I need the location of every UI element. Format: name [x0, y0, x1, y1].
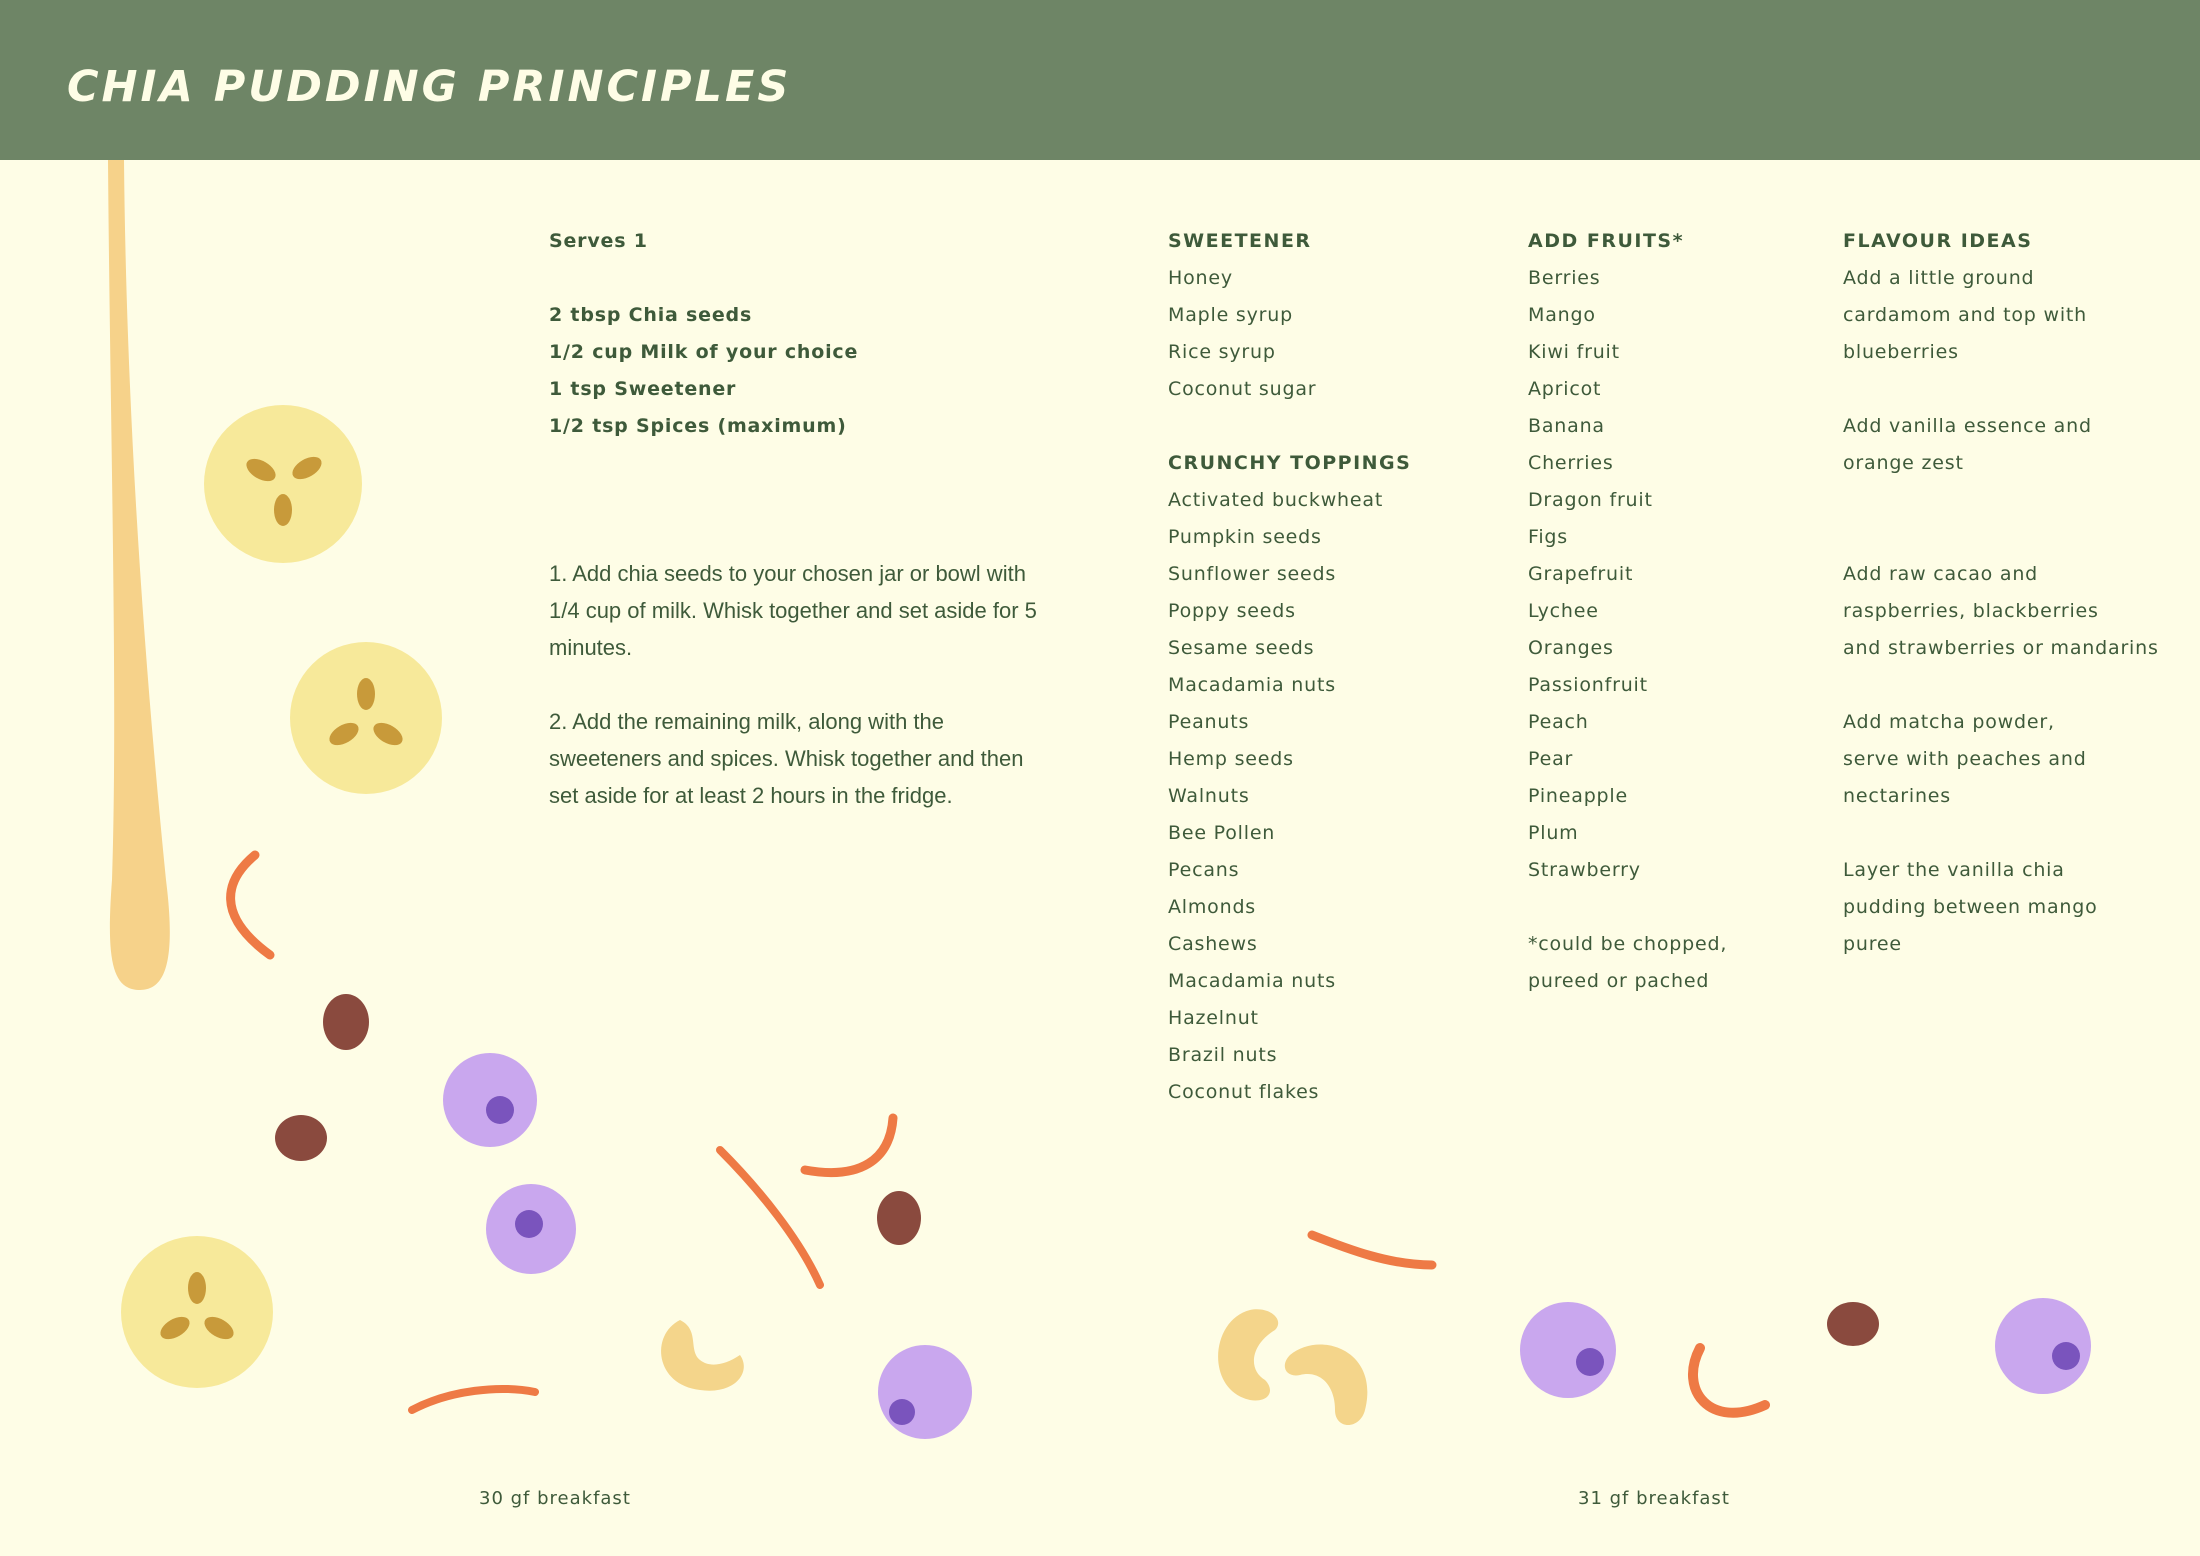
topping-item: Hazelnut: [1168, 1007, 1259, 1029]
topping-item: Sesame seeds: [1168, 637, 1315, 659]
ingredient-item: 1/2 tsp Spices (maximum): [549, 415, 847, 437]
fruits-note: [1528, 926, 1727, 1000]
orange-peel: [231, 855, 270, 955]
flavour-ideas-column: [1843, 223, 2159, 963]
topping-item: Hemp seeds: [1168, 748, 1294, 770]
fruit-item: Cherries: [1528, 452, 1614, 474]
blueberry: [1520, 1302, 1616, 1398]
topping-item: Cashews: [1168, 933, 1258, 955]
nut: [275, 1115, 327, 1161]
fruits-list: [1528, 260, 1727, 889]
fruit-item: Apricot: [1528, 378, 1602, 400]
method-step: 1. Add chia seeds to your chosen jar or bowl with 1/4 cup of milk. Whisk together and set aside for 5 minutes.: [549, 561, 1037, 660]
sweetener-item: Coconut sugar: [1168, 378, 1317, 400]
sweetener-item: Maple syrup: [1168, 304, 1293, 326]
ingredient-item: 1/2 cup Milk of your choice: [549, 341, 859, 363]
flavour-idea-line: cardamom and top with: [1843, 304, 2088, 326]
sweetener-list: [1168, 260, 1411, 408]
fruit-item: Plum: [1528, 822, 1579, 844]
fruit-item: Berries: [1528, 267, 1601, 289]
fruits-note-line: pureed or pached: [1528, 970, 1710, 992]
flavour-idea: [1843, 704, 2159, 815]
topping-item: Bee Pollen: [1168, 822, 1276, 844]
flavour-idea: [1843, 408, 2159, 482]
banana-slice: [204, 405, 362, 563]
flavour-idea-line: puree: [1843, 933, 1902, 955]
footer-left: 30 gf breakfast: [479, 1488, 631, 1509]
orange-peel: [805, 1118, 893, 1173]
topping-item: Brazil nuts: [1168, 1044, 1278, 1066]
flavour-idea-line: serve with peaches and: [1843, 748, 2087, 770]
nut: [323, 994, 369, 1050]
recipe-column: [549, 223, 858, 445]
topping-item: Macadamia nuts: [1168, 970, 1336, 992]
flavour-heading: FLAVOUR IDEAS: [1843, 230, 2033, 252]
flavour-idea-line: raspberries, blackberries: [1843, 600, 2099, 622]
orange-peel: [1312, 1235, 1432, 1265]
topping-item: Walnuts: [1168, 785, 1250, 807]
fruit-item: Dragon fruit: [1528, 489, 1653, 511]
fruit-item: Mango: [1528, 304, 1596, 326]
topping-item: Macadamia nuts: [1168, 674, 1336, 696]
flavour-idea-line: Add a little ground: [1843, 267, 2035, 289]
banana-slice: [290, 642, 442, 794]
flavour-idea-line: Add vanilla essence and: [1843, 415, 2092, 437]
nut: [1827, 1302, 1879, 1346]
fruit-item: Pineapple: [1528, 785, 1628, 807]
banana-slice: [121, 1236, 273, 1388]
flavour-idea-line: Add matcha powder,: [1843, 711, 2055, 733]
fruit-item: Lychee: [1528, 600, 1599, 622]
sweetener-heading: SWEETENER: [1168, 230, 1312, 252]
flavour-idea-line: and strawberries or mandarins: [1843, 637, 2159, 659]
honey-drizzle: [108, 160, 170, 990]
fruit-item: Figs: [1528, 526, 1568, 548]
cashew: [661, 1320, 744, 1391]
cashew: [1285, 1344, 1368, 1425]
fruits-column: [1528, 223, 1727, 1000]
ingredient-item: 2 tbsp Chia seeds: [549, 304, 753, 326]
fruit-item: Kiwi fruit: [1528, 341, 1620, 363]
flavour-idea: [1843, 852, 2159, 963]
ingredient-item: 1 tsp Sweetener: [549, 378, 737, 400]
fruit-item: Strawberry: [1528, 859, 1641, 881]
topping-item: Peanuts: [1168, 711, 1250, 733]
orange-peel: [412, 1389, 535, 1410]
blueberry: [878, 1345, 972, 1439]
footer-right: 31 gf breakfast: [1578, 1488, 1730, 1509]
blueberry: [1995, 1298, 2091, 1394]
fruit-item: Passionfruit: [1528, 674, 1648, 696]
flavour-idea-line: nectarines: [1843, 785, 1951, 807]
page-title: CHIA PUDDING PRINCIPLES: [67, 62, 792, 112]
cashew: [1218, 1309, 1278, 1400]
orange-peel: [1693, 1348, 1765, 1413]
fruit-item: Grapefruit: [1528, 563, 1634, 585]
sweetener-toppings-column: [1168, 223, 1411, 1111]
sweetener-item: Rice syrup: [1168, 341, 1276, 363]
fruit-item: Oranges: [1528, 637, 1614, 659]
topping-item: Sunflower seeds: [1168, 563, 1337, 585]
flavour-idea: [1843, 556, 2159, 667]
ingredient-list: [549, 297, 858, 445]
toppings-list: [1168, 482, 1411, 1111]
fruits-heading: ADD FRUITS*: [1528, 230, 1685, 252]
topping-item: Poppy seeds: [1168, 600, 1296, 622]
flavour-idea-line: orange zest: [1843, 452, 1964, 474]
sweetener-item: Honey: [1168, 267, 1233, 289]
flavour-idea-line: Layer the vanilla chia: [1843, 859, 2065, 881]
blueberry: [443, 1053, 537, 1147]
flavour-idea-line: pudding between mango: [1843, 896, 2098, 918]
flavour-idea-line: Add raw cacao and: [1843, 563, 2039, 585]
topping-item: Almonds: [1168, 896, 1257, 918]
toppings-heading: CRUNCHY TOPPINGS: [1168, 452, 1412, 474]
flavour-idea: [1843, 260, 2159, 371]
topping-item: Activated buckwheat: [1168, 489, 1384, 511]
method-steps: [549, 555, 1049, 814]
fruit-item: Banana: [1528, 415, 1605, 437]
blueberry: [486, 1184, 576, 1274]
fruit-item: Pear: [1528, 748, 1574, 770]
topping-item: Coconut flakes: [1168, 1081, 1320, 1103]
serves-label: Serves 1: [549, 230, 648, 252]
topping-item: Pumpkin seeds: [1168, 526, 1322, 548]
topping-item: Pecans: [1168, 859, 1240, 881]
fruit-item: Peach: [1528, 711, 1589, 733]
fruits-note-line: *could be chopped,: [1528, 933, 1728, 955]
flavour-idea-line: blueberries: [1843, 341, 1959, 363]
nut: [877, 1191, 921, 1245]
method-step: 2. Add the remaining milk, along with the sweeteners and spices. Whisk together and then set aside for at least 2 hours in the fridge.: [549, 709, 1024, 808]
